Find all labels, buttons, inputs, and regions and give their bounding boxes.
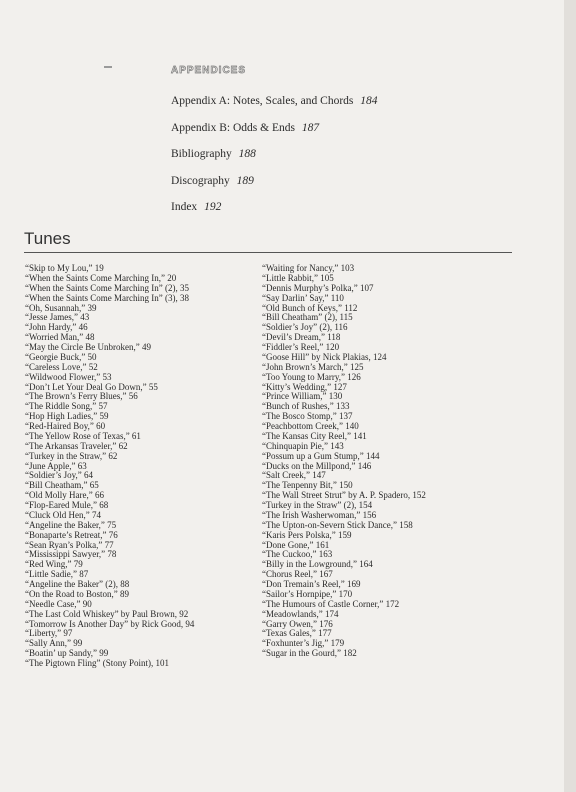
tune-entry: “Bill Cheatham” (2), 115: [262, 312, 353, 323]
tune-entry: “Soldier’s Joy” (2), 116: [262, 322, 348, 333]
tune-entry: “Foxhunter’s Jig,” 179: [262, 638, 345, 649]
tune-entry: “Say Darlin’ Say,” 110: [262, 292, 344, 303]
appendix-item-label: Appendix A: Notes, Scales, and Chords: [171, 95, 354, 107]
tune-entry: “Done Gone,” 161: [262, 539, 330, 550]
tune-entry: “Angeline the Baker,” 75: [25, 519, 117, 530]
tune-entry: “Little Sadie,” 87: [25, 569, 89, 580]
tune-entry: “Mississippi Sawyer,” 78: [25, 549, 117, 560]
tune-entry: “Soldier’s Joy,” 64: [25, 470, 93, 481]
tune-entry: “The Wall Street Strut” by A. P. Spadero, 152: [262, 490, 426, 501]
tune-entry: “The Kansas City Reel,” 141: [262, 430, 367, 441]
section-divider: [24, 252, 512, 253]
tune-entry: “On the Road to Boston,” 89: [25, 588, 129, 599]
tune-entry: “When the Saints Come Marching In” (2), 35: [25, 282, 189, 293]
tune-entry: “Old Bunch of Keys,” 112: [262, 302, 358, 313]
appendix-item-page: 192: [204, 201, 222, 213]
tune-entry: “Liberty,” 97: [25, 628, 73, 639]
tune-entry: “Skip to My Lou,” 19: [25, 263, 104, 273]
tune-entry: “Hop High Ladies,” 59: [25, 411, 109, 422]
tune-entry: “Goose Hill” by Nick Plakias, 124: [262, 351, 387, 362]
tune-entry: “Sean Ryan’s Polka,” 77: [25, 539, 114, 550]
tune-entry: “The Humours of Castle Corner,” 172: [262, 598, 400, 609]
tune-entry: “Don’t Let Your Deal Go Down,” 55: [25, 381, 158, 392]
appendix-item: [171, 198, 378, 225]
tune-entry: “Meadowlands,” 174: [262, 608, 339, 619]
appendix-item: [171, 145, 378, 172]
tunes-column-left: [25, 264, 194, 669]
tune-entry: “Boatin’ up Sandy,” 99: [25, 648, 109, 659]
appendix-item: [171, 92, 378, 119]
appendix-item-label: Discography: [171, 174, 230, 187]
appendices-list: [171, 92, 378, 225]
tune-entry: “John Brown’s March,” 125: [262, 361, 364, 372]
tune-entry: “Turkey in the Straw,” 62: [25, 450, 118, 461]
tune-entry: “When the Saints Come Marching In” (3), 38: [25, 292, 189, 303]
tune-entry: “Bill Cheatham,” 65: [25, 480, 99, 491]
tune-entry: “The Irish Washerwoman,” 156: [262, 509, 377, 520]
appendix-item-label: Bibliography: [171, 148, 232, 160]
tune-entry: “May the Circle Be Unbroken,” 49: [25, 342, 151, 352]
appendix-item-page: 189: [236, 174, 254, 187]
tune-entry: “Old Molly Hare,” 66: [25, 490, 104, 501]
appendix-item-label: Appendix B: Odds & Ends: [171, 121, 295, 134]
tune-entry: “Wildwood Flower,” 53: [25, 371, 112, 382]
tune-entry: “Little Rabbit,” 105: [262, 272, 334, 283]
tune-entry: “Careless Love,” 52: [25, 361, 98, 372]
tune-entry: “When the Saints Come Marching In,” 20: [25, 272, 177, 283]
appendix-item-page: 187: [301, 121, 320, 134]
tune-entry: “The Riddle Song,” 57: [25, 401, 108, 412]
tune-entry: “Billy in the Lowground,” 164: [262, 559, 373, 570]
tune-entry: “Chorus Reel,” 167: [262, 569, 333, 580]
tune-entry: “Red Wing,” 79: [25, 559, 83, 570]
appendix-item-page: 188: [238, 148, 256, 160]
tune-entry: “Oh, Susannah,” 39: [25, 302, 97, 313]
tune-entry: “The Last Cold Whiskey” by Paul Brown, 92: [25, 608, 189, 619]
appendix-item: [171, 119, 378, 146]
tune-entry: “June Apple,” 63: [25, 460, 87, 471]
tune-entry: “Bunch of Rushes,” 133: [262, 401, 350, 412]
tune-entry: “Karis Pers Polska,” 159: [262, 529, 352, 540]
tune-entry: “Turkey in the Straw” (2), 154: [262, 500, 373, 510]
tune-entry: “Flop-Eared Mule,” 68: [25, 500, 109, 510]
tune-entry: “Possum up a Gum Stump,” 144: [262, 450, 380, 461]
appendix-item-label: Index: [171, 201, 198, 213]
tune-entry: “The Yellow Rose of Texas,” 61: [25, 430, 141, 441]
tune-entry: “The Upton-on-Severn Stick Dance,” 158: [262, 519, 413, 530]
tune-entry: “Don Tremain’s Reel,” 169: [262, 579, 361, 589]
tune-entry: “Waiting for Nancy,” 103: [262, 263, 355, 273]
tune-entry: “The Bosco Stomp,” 137: [262, 411, 353, 422]
tune-entry: “Needle Case,” 90: [25, 598, 92, 609]
tune-entry: “Too Young to Marry,” 126: [262, 371, 361, 382]
tune-entry: “Dennis Murphy’s Polka,” 107: [262, 282, 374, 293]
tune-entry: “Peachbottom Creek,” 140: [262, 421, 359, 431]
tune-entry: “Ducks on the Millpond,” 146: [262, 460, 372, 471]
appendix-item: [171, 172, 378, 199]
tune-entry: “Kitty’s Wedding,” 127: [262, 381, 347, 392]
tunes-column-right: [262, 264, 426, 659]
tune-entry: “Jesse James,” 43: [25, 312, 90, 323]
appendix-item-page: 184: [360, 95, 378, 107]
tune-entry: “Garry Owen,” 176: [262, 618, 333, 629]
tune-entry: “The Pigtown Fling” (Stony Point), 101: [25, 658, 169, 668]
tune-entry: “Cluck Old Hen,” 74: [25, 509, 101, 520]
tune-entry: “Prince William,” 130: [262, 391, 343, 402]
tune-entry: “Texas Gales,” 177: [262, 628, 332, 639]
tune-entry: “Georgie Buck,” 50: [25, 351, 97, 362]
tune-entry: “Devil’s Dream,” 118: [262, 332, 341, 343]
tune-entry: “The Brown’s Ferry Blues,” 56: [25, 391, 138, 402]
tune-entry: “Bonaparte’s Retreat,” 76: [25, 529, 118, 540]
tune-entry: “Sugar in the Gourd,” 182: [262, 648, 357, 659]
tune-entry: “Angeline the Baker” (2), 88: [25, 579, 130, 589]
tune-entry: “Worried Man,” 48: [25, 332, 95, 343]
appendices-heading: APPENDICES: [171, 65, 247, 76]
tune-entry: “Sally Ann,” 99: [25, 638, 83, 649]
tune-entry: “The Arkansas Traveler,” 62: [25, 440, 128, 451]
tune-entry: “The Cuckoo,” 163: [262, 549, 333, 560]
tune-entry: “Red-Haired Boy,” 60: [25, 421, 106, 431]
tune-entry: “Chinquapin Pie,” 143: [262, 440, 344, 451]
stray-mark: [104, 66, 112, 68]
tune-entry: “Fiddler’s Reel,” 120: [262, 342, 340, 352]
tune-entry: “The Tenpenny Bit,” 150: [262, 480, 353, 491]
tune-entry: “Sailor’s Hornpipe,” 170: [262, 588, 353, 599]
tune-entry: “Tomorrow Is Another Day” by Rick Good, 94: [25, 618, 195, 629]
tunes-title: Tunes: [24, 229, 71, 248]
tune-entry: “Salt Creek,” 147: [262, 470, 326, 481]
tune-entry: “John Hardy,” 46: [25, 322, 88, 333]
page-edge-shadow: [564, 0, 576, 792]
